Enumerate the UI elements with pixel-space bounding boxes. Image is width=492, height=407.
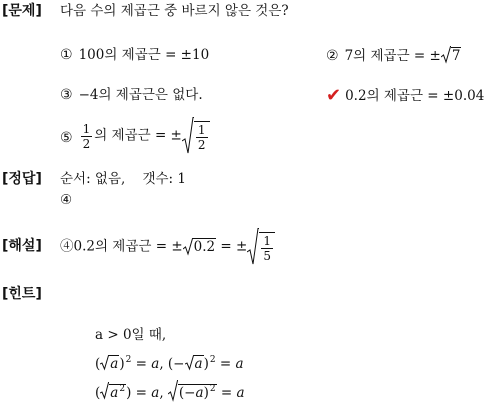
option-3 [60,88,203,103]
explanation-radicand: 0.2 [193,238,216,255]
option-4 [326,86,484,104]
option-5-fraction-numerator: 1 [82,121,91,136]
problem-tag: [문제] [2,3,42,19]
option-2-radical [441,46,462,64]
option-5-fraction-denominator: 2 [82,136,91,151]
option-4-text: 0.2의 제곱근 = ±0.04 [345,88,485,104]
explanation-prefix: ④0.2의 제곱근 = ± [60,238,183,255]
option-2-text: 7의 제곱근 = ± [344,48,441,64]
option-1-text: 100의 제곱근 = ±10 [78,47,210,63]
option-5-fraction [81,123,93,150]
answer-line: 순서: 없음, 갯수: 1 [60,171,186,187]
option-5-radical-numerator: 1 [197,123,206,137]
answer-tag: [정답] [2,171,42,187]
explanation-tag: [해설] [2,238,42,254]
option-5-radical [182,117,210,155]
checkmark-icon: ✔ [326,85,342,106]
question-text: 다음 수의 제곱근 중 바르지 않은 것은? [60,3,289,19]
hint-condition: a > 0일 때, [95,327,167,343]
option-1-number: ① [60,47,73,63]
option-2-radicand: 7 [451,48,461,64]
answer-choice: ④ [60,192,73,208]
option-5-radical-fraction [194,121,210,151]
explanation-fraction-numerator: 1 [263,234,271,248]
option-5-number: ⑤ [60,129,73,146]
option-5-radical-denominator: 2 [197,138,206,152]
option-1 [60,48,209,63]
explanation-text [60,228,275,266]
explanation-equals: = ± [216,238,248,255]
hint-identity-2: ( $a^2) = a$, $(-a)^2 = a$ [95,380,245,402]
explanation-fraction-denominator: 5 [263,249,271,263]
option-2 [326,46,461,64]
option-3-text: −4의 제곱근은 없다. [78,87,203,103]
explanation-fraction [259,232,275,262]
explanation-radical [183,238,216,256]
hint-tag: [힌트] [2,286,42,302]
option-5-text: 의 제곱근 = ± [94,127,182,144]
hint-identity-1: ( a)$^2$ = a, (− a)$^2$ = a [95,355,244,372]
option-3-number: ③ [60,87,73,103]
option-2-number: ② [326,48,339,64]
option-5 [60,117,210,155]
explanation-radical-fraction [247,228,275,266]
